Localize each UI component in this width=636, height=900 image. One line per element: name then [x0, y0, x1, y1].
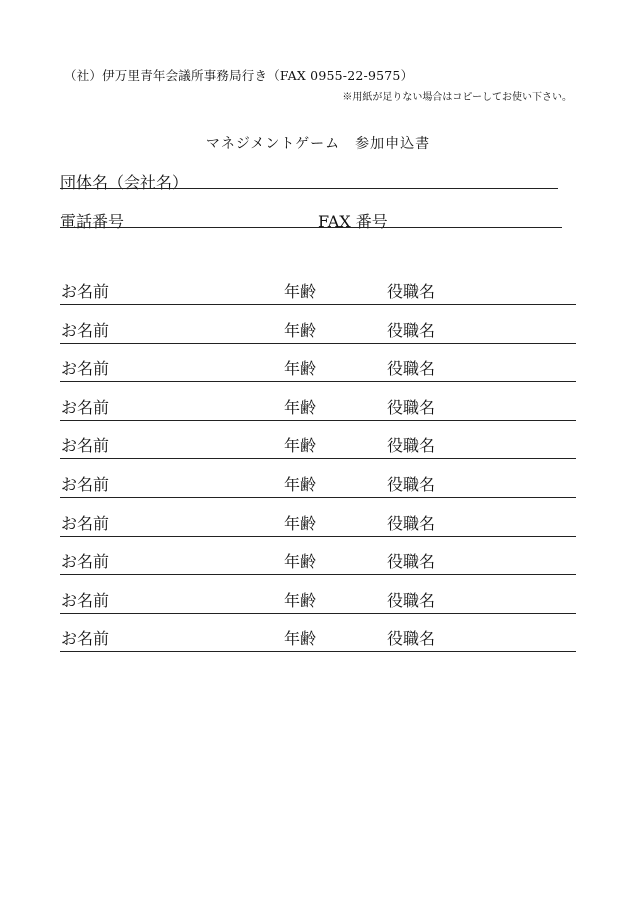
- participant-row[interactable]: [60, 476, 576, 498]
- name-label: お名前: [61, 475, 110, 494]
- participant-underline: [60, 420, 576, 421]
- age-label: 年齢: [284, 320, 317, 340]
- participant-row[interactable]: [60, 283, 576, 305]
- phone-label: 電話番号: [60, 212, 125, 231]
- name-label: お名前: [61, 359, 110, 379]
- name-label: お名前: [61, 436, 110, 456]
- participant-row[interactable]: [60, 515, 576, 537]
- form-title: マネジメントゲーム 参加申込書: [205, 136, 431, 152]
- participant-underline: [60, 613, 576, 614]
- age-label: 年齢: [284, 282, 317, 301]
- participant-underline: [60, 574, 576, 575]
- position-label: 役職名: [387, 282, 436, 301]
- name-label: お名前: [61, 590, 110, 610]
- age-label: 年齢: [284, 359, 317, 379]
- participant-row[interactable]: [60, 592, 576, 614]
- position-label: 役職名: [387, 397, 436, 417]
- participant-row[interactable]: [60, 553, 576, 575]
- participant-row[interactable]: [60, 360, 576, 382]
- age-label: 年齢: [284, 436, 317, 456]
- age-label: 年齢: [284, 397, 317, 417]
- age-label: 年齢: [284, 552, 317, 572]
- position-label: 役職名: [387, 552, 436, 572]
- age-label: 年齢: [284, 475, 317, 494]
- copy-note: ※用紙が足りない場合はコピーしてお使い下さい。: [342, 92, 572, 103]
- position-label: 役職名: [387, 475, 436, 494]
- name-label: お名前: [61, 513, 110, 533]
- organization-label: 団体名（会社名）: [60, 173, 189, 192]
- position-label: 役職名: [387, 513, 436, 533]
- addressee-text: （社）伊万里青年会議所事務局行き（FAX 0955-22-9575）: [64, 68, 414, 83]
- name-label: お名前: [61, 282, 110, 301]
- age-label: 年齢: [284, 513, 317, 533]
- participant-underline: [60, 343, 576, 344]
- participant-underline: [60, 536, 576, 537]
- participant-underline: [60, 651, 576, 652]
- name-label: お名前: [61, 552, 110, 572]
- phone-fax-line[interactable]: [60, 227, 562, 228]
- participant-row[interactable]: [60, 322, 576, 344]
- name-label: お名前: [61, 397, 110, 417]
- position-label: 役職名: [387, 320, 436, 340]
- participant-underline: [60, 458, 576, 459]
- name-label: お名前: [61, 629, 110, 649]
- participant-row[interactable]: [60, 630, 576, 652]
- fax-label: FAX 番号: [318, 212, 388, 231]
- position-label: 役職名: [387, 436, 436, 456]
- position-label: 役職名: [387, 590, 436, 610]
- name-label: お名前: [61, 320, 110, 340]
- age-label: 年齢: [284, 629, 317, 649]
- age-label: 年齢: [284, 590, 317, 610]
- participant-row[interactable]: [60, 399, 576, 421]
- participant-underline: [60, 304, 576, 305]
- participant-underline: [60, 381, 576, 382]
- position-label: 役職名: [387, 629, 436, 649]
- participant-row[interactable]: [60, 437, 576, 459]
- position-label: 役職名: [387, 359, 436, 379]
- organization-line[interactable]: [60, 188, 558, 189]
- participant-underline: [60, 497, 576, 498]
